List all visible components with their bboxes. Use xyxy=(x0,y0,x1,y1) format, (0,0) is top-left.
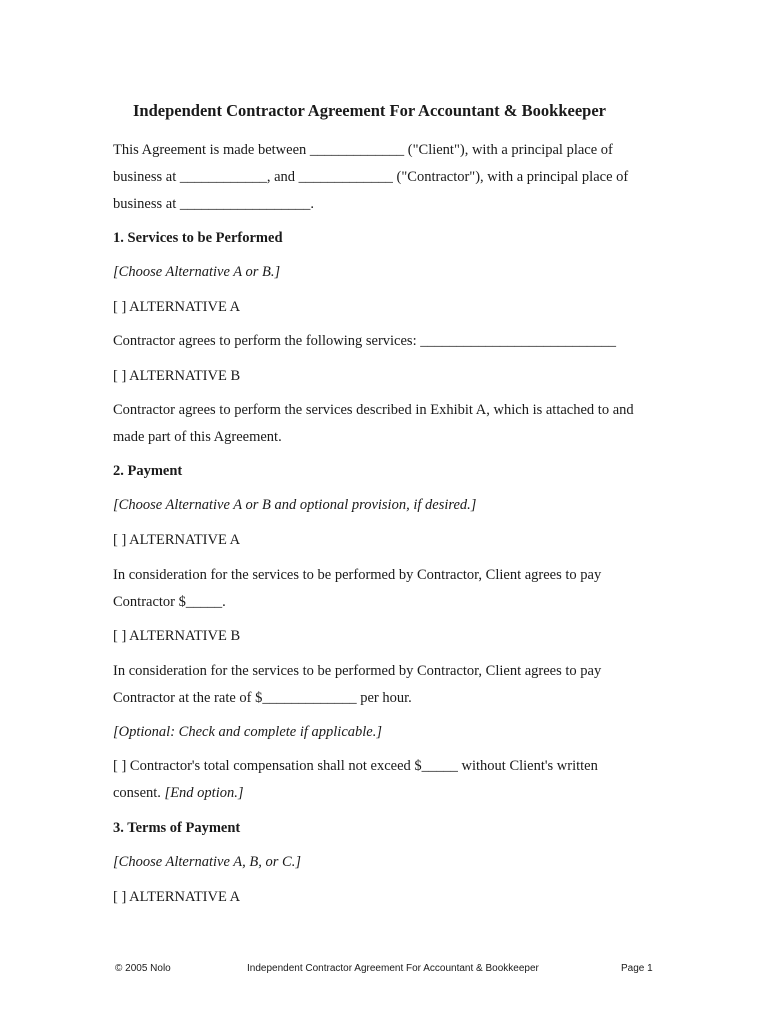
section1-alt-b-text-2: made part of this Agreement. xyxy=(113,429,282,445)
section2-optional-text-2 xyxy=(113,784,244,802)
section2-alt-b-text-1: In consideration for the services to be performed by Contractor, Client agrees to pay xyxy=(113,663,602,679)
section2-heading: 2. Payment xyxy=(113,463,183,479)
end-option-text: [End option.] xyxy=(164,785,244,801)
section1-alt-b-label: [ ] ALTERNATIVE B xyxy=(113,368,241,384)
section1-alt-a-text: Contractor agrees to perform the following services: ___________________________ xyxy=(113,333,616,349)
section3-instruction: [Choose Alternative A, B, or C.] xyxy=(113,854,301,870)
section2-optional-instruction: [Optional: Check and complete if applicable.] xyxy=(113,724,383,740)
section2-alt-a-text-1: In consideration for the services to be performed by Contractor, Client agrees to pay xyxy=(113,567,602,583)
intro-line-2: business at ____________, and _____________ ("Contractor"), with a principal place of xyxy=(113,169,629,185)
section2-alt-a-text-2: Contractor $_____. xyxy=(113,594,226,610)
consent-text: consent. xyxy=(113,785,165,801)
section1-alt-b-text-1: Contractor agrees to perform the services described in Exhibit A, which is attached to and xyxy=(113,402,634,418)
footer-title: Independent Contractor Agreement For Accountant & Bookkeeper xyxy=(247,963,539,974)
intro-line-1: This Agreement is made between _____________ ("Client"), with a principal place of xyxy=(113,142,613,158)
section2-alt-a-label: [ ] ALTERNATIVE A xyxy=(113,532,241,548)
document-title: Independent Contractor Agreement For Accountant & Bookkeeper xyxy=(133,101,606,120)
section1-instruction: [Choose Alternative A or B.] xyxy=(113,264,281,280)
section3-heading: 3. Terms of Payment xyxy=(113,820,241,836)
section3-alt-a-label: [ ] ALTERNATIVE A xyxy=(113,889,241,905)
section1-heading: 1. Services to be Performed xyxy=(113,230,283,246)
section2-alt-b-text-2: Contractor at the rate of $_____________ per hour. xyxy=(113,690,412,706)
section2-alt-b-label: [ ] ALTERNATIVE B xyxy=(113,628,241,644)
section2-instruction: [Choose Alternative A or B and optional provision, if desired.] xyxy=(113,497,477,513)
section2-optional-text-1: [ ] Contractor's total compensation shall not exceed $_____ without Client's written xyxy=(113,758,598,774)
footer-page-number: Page 1 xyxy=(621,963,653,974)
section1-alt-a-label: [ ] ALTERNATIVE A xyxy=(113,299,241,315)
intro-line-3: business at __________________. xyxy=(113,196,314,212)
footer-copyright: © 2005 Nolo xyxy=(115,963,171,974)
